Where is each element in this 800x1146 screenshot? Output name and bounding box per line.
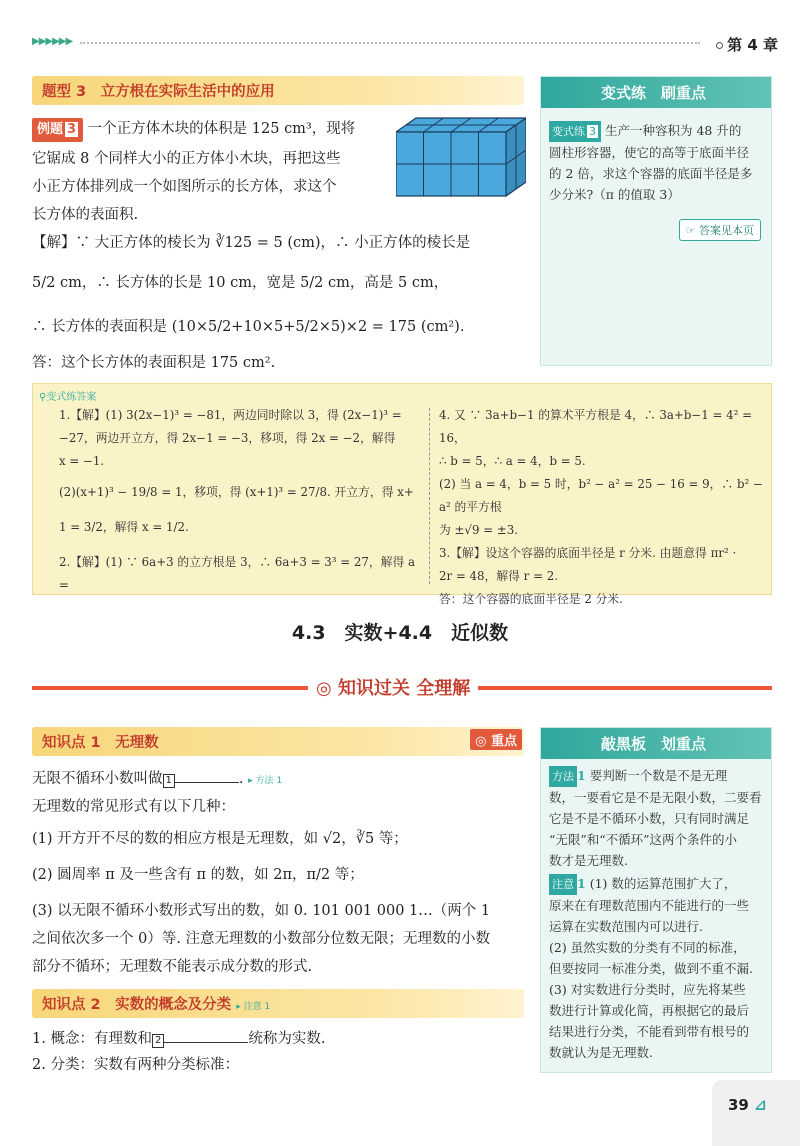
variant-practice-header: 变式练 刷重点 xyxy=(541,77,771,108)
ruler-icon: ⊿ xyxy=(754,1096,767,1114)
variant-tag: 变式练 3 xyxy=(549,121,601,142)
section-title-bar xyxy=(32,76,524,105)
example-text xyxy=(32,118,392,226)
kp1-line-5: (3) 以无限不循环小数形式写出的数，如 0. 101 001 000 1…（两个 1 xyxy=(32,903,491,919)
note-line-6: (3) 对实数进行分类时，应先将某些 xyxy=(549,982,746,997)
note-line-2: 原来在有理数范围内不能进行的一些 xyxy=(549,898,750,913)
answers-left-column xyxy=(59,404,419,597)
key-point-badge: ◎ 重点 xyxy=(470,729,522,750)
target-icon: ◎ xyxy=(475,734,487,749)
kp2-line-1: 1. 概念：有理数和 xyxy=(32,1031,152,1047)
variant-line-4: 少分米?（π 的值取 3） xyxy=(549,187,680,202)
kp2-line-2: 统称为实数. xyxy=(248,1031,326,1047)
chapter-text: 第 4 章 xyxy=(727,36,778,54)
kp1-line-6: 之间依次多一个 0）等. 注意无理数的小数部分位数无限；无理数的小数 xyxy=(32,931,491,947)
blank-number-2: 2 xyxy=(152,1034,164,1048)
method-ref: ▸ 方法 1 xyxy=(248,776,283,786)
ans-right-7: 答：这个容器的底面半径是 2 分米. xyxy=(439,592,623,606)
kp1-content: 无限不循环小数叫做 1 . ▸ 方法 1 无理数的常见形式有以下几种： (1) 开方开不尽的数的相应方根是无理数，如 √2，∛5 等； (2) 圆周率 π 及一些含有 π 的数，如 2π，π/2 等； (3) 以无限不循环小数形式写出的数，如 0. 101 001 000 1…（两个 1 之间依次多一个 0）等. 注意无理数的小数部分位数无限；无理数的小数 部分不循环；无理数不能表示成分数的形式. xyxy=(32,768,532,978)
example-line-1: 一个正方体木块的体积是 125 cm³，现将 xyxy=(87,121,356,137)
ans-left-4: (2)(x+1)³ − 19/8 = 1，移项，得 (x+1)³ = 27/8. 开立方，得 x+ xyxy=(59,485,414,499)
hand-icon: ☞ xyxy=(685,224,696,237)
kp1-line-4: (2) 圆周率 π 及一些含有 π 的数，如 2π，π/2 等； xyxy=(32,867,364,883)
answers-label: ⚲变式练答案 xyxy=(39,392,97,403)
banner: ◎ 知识过关 全理解 xyxy=(308,674,478,700)
kp1-line-3: (1) 开方开不尽的数的相应方根是无理数，如 √2，∛5 等； xyxy=(32,831,408,847)
ans-right-4: 为 ±√9 = ±3. xyxy=(439,523,518,537)
method-line-1: 要判断一个数是不是无理 xyxy=(589,768,728,783)
kp2-line-3: 2. 分类：实数有两种分类标准： xyxy=(32,1057,239,1073)
ans-right-5: 3.【解】设这个容器的底面半径是 r 分米. 由题意得 πr² · xyxy=(439,546,737,560)
blank-1 xyxy=(175,769,239,783)
column-divider xyxy=(429,408,430,584)
ans-left-1: 1.【解】(1) 3(2x−1)³ = −81，两边同时除以 3，得 (2x−1)³ = xyxy=(59,408,402,422)
kp1-title: 知识点 1 无理数 xyxy=(42,735,159,751)
example-line-3: 小正方体排列成一个如图所示的长方体，求这个 xyxy=(32,179,337,195)
note-line-7: 数进行计算或化简，再根据它的最后 xyxy=(549,1003,750,1018)
variant-line-3: 的 2 倍，求这个容器的底面半径是多 xyxy=(549,166,753,181)
solution-line-1: 【解】∵ 大正方体的棱长为 ∛125 = 5 (cm)，∴ 小正方体的棱长是 xyxy=(32,235,471,251)
ans-left-2: −27，两边开立方，得 2x−1 = −3，移项，得 2x = −2，解得 xyxy=(59,431,396,445)
kp1-line-2: 无理数的常见形式有以下几种： xyxy=(32,799,235,815)
solution-line-4: 答：这个长方体的表面积是 175 cm². xyxy=(32,355,276,371)
method-line-2: 数，一要看它是不是无限小数，二要看 xyxy=(549,790,762,805)
ans-left-6: 2.【解】(1) ∵ 6a+3 的立方根是 3，∴ 6a+3 = 3³ = 27，解得 a = xyxy=(59,555,416,592)
solution xyxy=(32,232,532,374)
ans-right-3: (2) 当 a = 4，b = 5 时，b² − a² = 25 − 16 = 9，∴ b² − a² 的平方根 xyxy=(439,477,763,514)
highlight-header: 敲黑板 划重点 xyxy=(541,728,771,759)
note-line-8: 结果进行分类，不能看到带有根号的 xyxy=(549,1024,750,1039)
ans-right-6: 2r = 48，解得 r = 2. xyxy=(439,569,558,583)
header-arrows: ▶▶▶▶▶▶ xyxy=(32,36,73,47)
method-line-4: “无限”和“不循环”这两个条件的小 xyxy=(549,832,738,847)
note-line-4: (2) 虽然实数的分类有不同的标准， xyxy=(549,940,746,955)
solution-line-2: 5/2 cm，∴ 长方体的长是 10 cm，宽是 5/2 cm，高是 5 cm， xyxy=(32,275,449,291)
note-line-3: 运算在实数范围内可以进行. xyxy=(549,919,703,934)
kp1-title-bar xyxy=(32,727,524,756)
note-line-1: (1) 数的运算范围扩大了， xyxy=(589,876,737,891)
cuboid-figure xyxy=(396,116,526,198)
method-line-3: 它是不是不循环小数，只有同时满足 xyxy=(549,811,750,826)
ans-right-2: ∴ b = 5，∴ a = 4，b = 5. xyxy=(439,454,586,468)
kp2-title: 知识点 2 实数的概念及分类 xyxy=(42,997,232,1013)
section-heading: 4.3 实数+4.4 近似数 xyxy=(291,622,509,644)
kp2-content xyxy=(32,1028,532,1076)
ans-left-3: x = −1. xyxy=(59,454,105,468)
variant-line-2: 圆柱形容器，使它的高等于底面半径 xyxy=(549,145,750,160)
circle-icon xyxy=(716,42,723,49)
solution-line-3: ∴ 长方体的表面积是 (10×5/2+10×5+5/2×5)×2 = 175 (cm²). xyxy=(32,319,465,335)
chapter-label xyxy=(716,34,778,55)
note-tag: 注意 xyxy=(549,874,577,895)
note-line-5: 但要按同一标准分类，做到不重不漏. xyxy=(549,961,753,976)
answers-right-column xyxy=(439,404,769,611)
note-ref: ▸ 注意 1 xyxy=(236,1002,271,1012)
variant-practice-panel xyxy=(540,76,772,366)
pin-icon: ⚲ xyxy=(39,392,47,403)
blank-number-1: 1 xyxy=(163,774,175,788)
kp2-title-bar xyxy=(32,989,524,1018)
example-tag: 例题 3 xyxy=(32,118,83,142)
example-line-4: 长方体的表面积. xyxy=(32,207,139,223)
kp1-line-1: 无限不循环小数叫做 xyxy=(32,771,163,787)
ans-left-5: 1 = 3/2，解得 x = 1/2. xyxy=(59,520,189,534)
swirl-icon: ◎ xyxy=(316,678,332,699)
header-dotted-line xyxy=(80,42,700,44)
kp1-line-7: 部分不循环；无理数不能表示成分数的形式. xyxy=(32,959,313,975)
method-tag: 方法 xyxy=(549,766,577,787)
answers-box xyxy=(32,383,772,606)
ans-right-1: 4. 又 ∵ 3a+b−1 的算术平方根是 4，∴ 3a+b−1 = 4² = 16， xyxy=(439,408,753,445)
blank-2 xyxy=(164,1029,248,1043)
answer-see-page-button[interactable]: ☞ 答案见本页 xyxy=(679,219,761,241)
page-number: 39 ⊿ xyxy=(728,1096,767,1114)
method-line-5: 数才是无理数. xyxy=(549,853,628,868)
section-title: 题型 3 立方根在实际生活中的应用 xyxy=(42,84,275,100)
note-line-9: 数就认为是无理数. xyxy=(549,1045,653,1060)
variant-line-1: 生产一种容积为 48 升的 xyxy=(604,123,742,138)
example-line-2: 它锯成 8 个同样大小的正方体小木块，再把这些 xyxy=(32,151,341,167)
highlight-panel: 敲黑板 划重点 方法 1 要判断一个数是不是无理 数，一要看它是不是无限小数，二要看 它是不是不循环小数，只有同时满足 “无限”和“不循环”这两个条件的小 数才是无理数. 注意 1 (1) 数的运算范围扩大了， 原来在有理数范围内不能进行的一些 运算在实数范围内可以进行. (2) 虽然实数的分类有不同的标准， 但要按同一标准分类，做到不重不漏. (3) 对实数进行分类时，应先将某些 数进行计算或化简，再根据它的最后 结果进行分类，不能看到带有根号的 数就认为是无理数. xyxy=(540,727,772,1073)
